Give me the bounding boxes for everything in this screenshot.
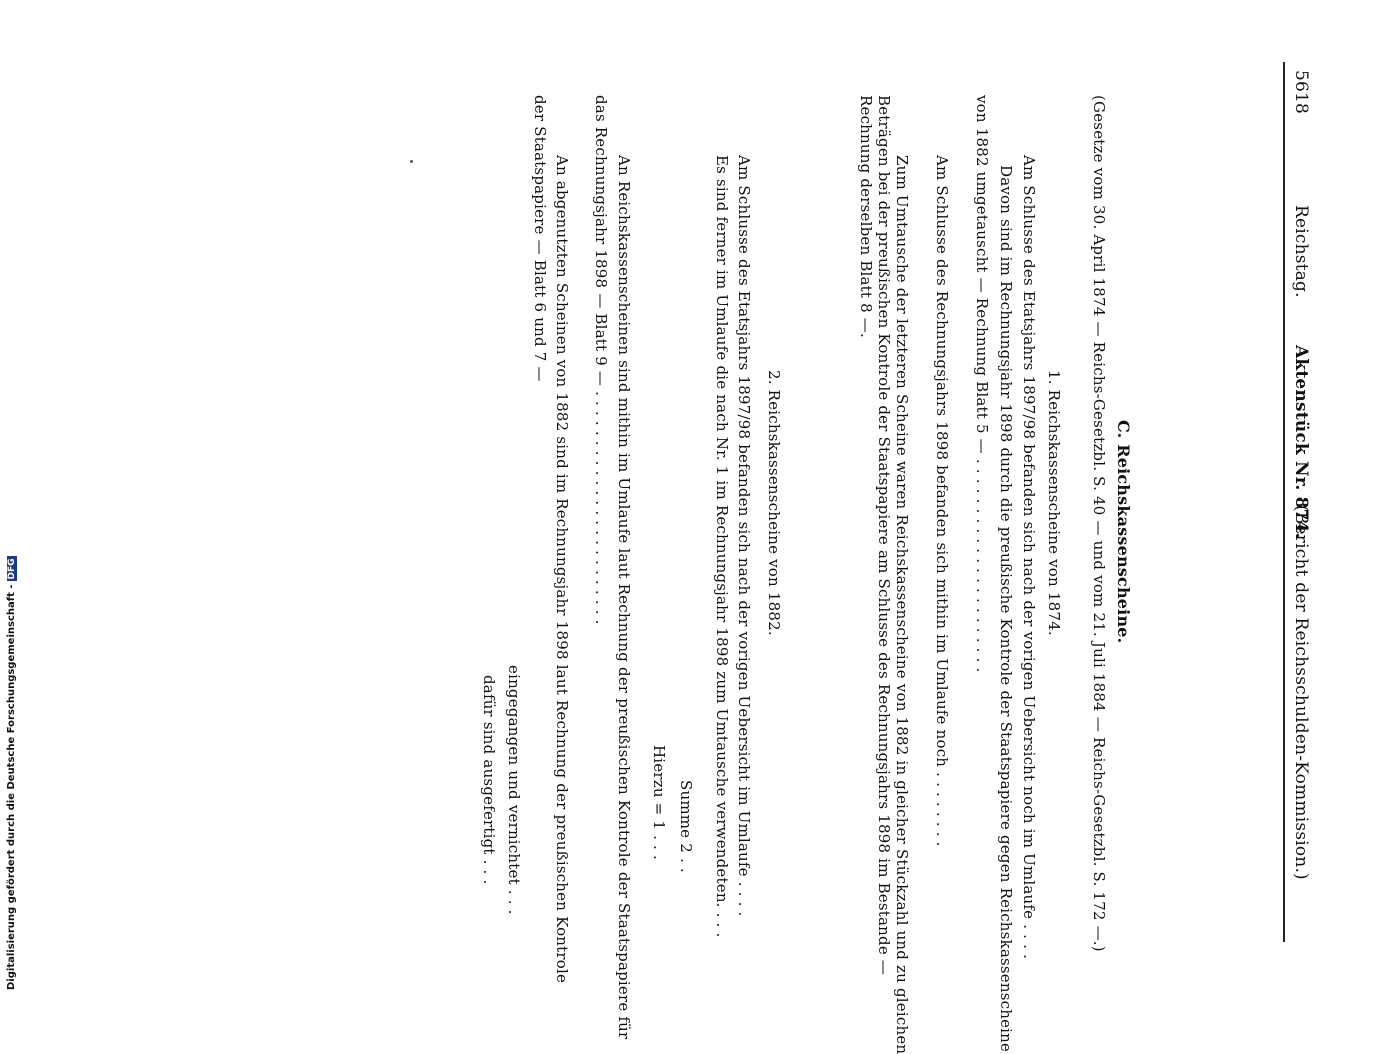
part1-line: von 1882 umgetauscht — Rechnung Blatt 5 — . . . . . . . . . . . . . . . . . . . . . .: [973, 95, 991, 673]
part1-line: Am Schlusse des Etatsjahrs 1897/98 befanden sich nach der vorigen Uebersicht noch im Umlaufe . . . .: [1020, 155, 1038, 959]
document-title: Aktenstück Nr. 874.: [1291, 345, 1311, 539]
part1-line: Zum Umtausche der letzteren Scheine waren Reichskassenscheine von 1882 in gleicher Stückzahl und zu gleichen: [893, 155, 911, 1054]
document-subtitle: (Bericht der Reichsschulden-Kommission.): [1291, 505, 1311, 880]
part2-line: Es sind ferner im Umlaufe die nach Nr. 1 im Rechnungsjahr 1898 zum Umtausche verwendeten. . . .: [713, 155, 731, 938]
section-heading: C. Reichskassenscheine.: [1114, 420, 1133, 644]
part2-hierzu-line: Hierzu = 1 . . .: [650, 745, 668, 860]
part1-line: Beträgen bei der preußischen Kontrole der Staatspapiere am Schlusse des Rechnungsjahrs 1898 im Bestande —: [875, 95, 893, 976]
scan-speck: [410, 160, 413, 163]
page-number: 5618: [1291, 70, 1311, 115]
law-reference: (Gesetze vom 30. April 1874 — Reichs-Gesetzbl. S. 40 — und vom 21. Juli 1884 — Reichs-Gesetzbl. S. 172 —.): [1090, 95, 1108, 952]
part2-line: der Staatspapiere — Blatt 6 und 7 —: [531, 95, 549, 382]
part2-heading: 2. Reichskassenscheine von 1882.: [765, 370, 783, 636]
part2-sum-line: Summe 2 . .: [677, 780, 695, 873]
digitization-sidebar: [0, 0, 22, 1000]
part1-line: Davon sind im Rechnungsjahr 1898 durch die preußische Kontrole der Staatspapiere gegen Reichskassenscheine: [997, 165, 1015, 1053]
part2-line: Am Schlusse des Etatsjahrs 1897/98 befanden sich nach der vorigen Uebersicht im Umlaufe . . . .: [735, 155, 753, 917]
part2-line: An abgenutzten Scheinen von 1882 sind im Rechnungsjahr 1898 laut Rechnung der preußischen Kontrole: [553, 155, 571, 984]
part2-line: das Rechnungsjahr 1898 — Blatt 9 — . . . . . . . . . . . . . . . . . . . . . . . .: [592, 95, 610, 625]
dfg-logo: DFG: [7, 558, 17, 580]
part1-heading: 1. Reichskassenscheine von 1874.: [1045, 370, 1063, 636]
running-title: Reichstag.: [1291, 205, 1311, 298]
part2-line: dafür sind ausgefertigt . . .: [480, 675, 498, 885]
part2-line: An Reichskassenscheinen sind mithin im Umlaufe laut Rechnung der preußischen Kontrole der Staatspapiere für: [615, 155, 633, 1040]
digitization-credit: [6, 556, 17, 990]
part2-line: eingegangen und vernichtet . . .: [505, 665, 523, 915]
credit-text: Digitalisierung gefördert durch die Deutsche Forschungsgemeinschaft -: [6, 584, 17, 990]
part1-line: Rechnung derselben Blatt 8 —.: [857, 95, 875, 338]
part1-line: Am Schlusse des Rechnungsjahrs 1898 befanden sich mithin im Umlaufe noch . . . . . . . .: [933, 155, 951, 847]
header-rule: [1283, 62, 1285, 942]
